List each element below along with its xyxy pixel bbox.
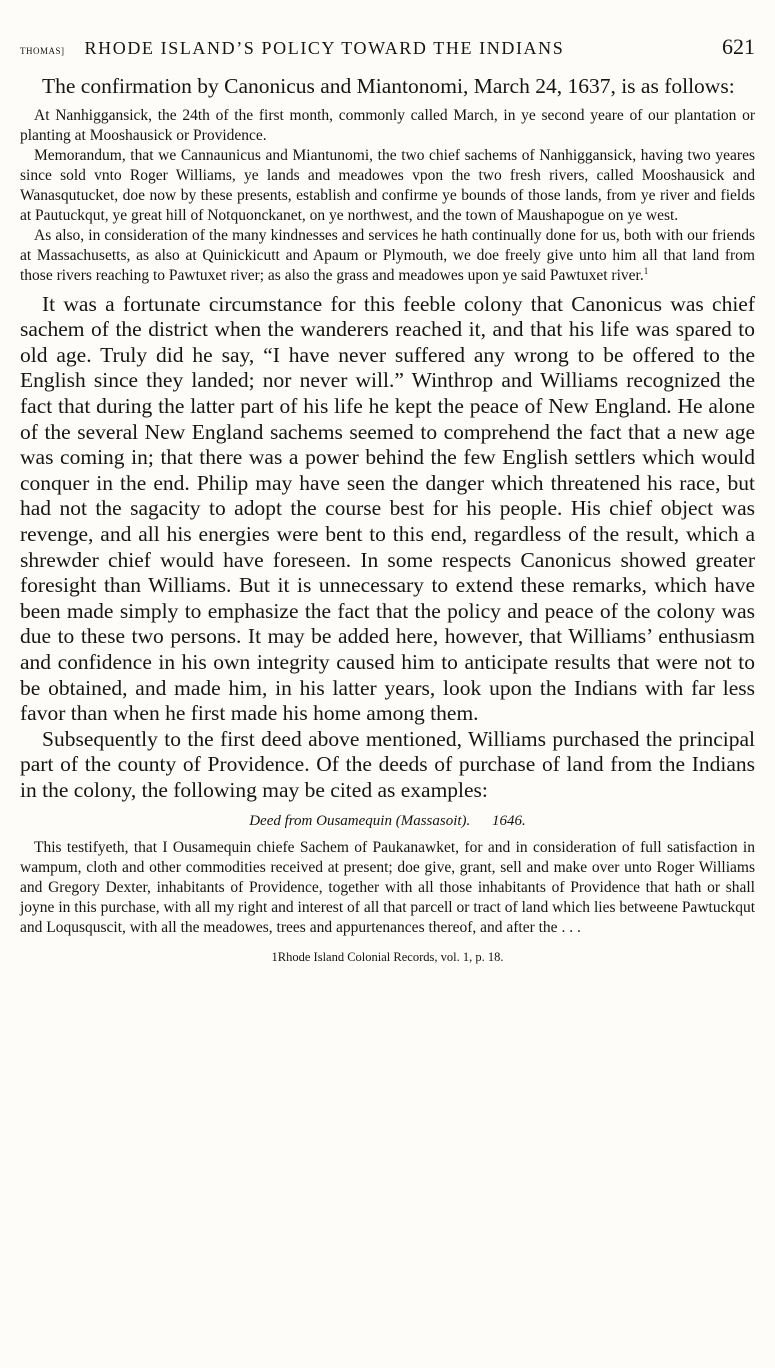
- deed-text: This testifyeth, that I Ousamequin chiefe Sachem of Paukanawket, for and in consideration of full satisfaction in wampum, cloth and other commodities received at present; doe give, grant, sell and make over unto Roger Williams and Gregory Dexter, inhabitants of Providence, together with all those inhabitants of Providence that hath or shall joyne in this purchase, with all my right and interest of all that parcell or tract of land which lies betweene Pawtuckqut and Loqusquscit, with all the meadowes, trees and appurtenances thereof, and after the . . .: [20, 839, 755, 937]
- footnote: 1Rhode Island Colonial Records, vol. 1, p. 18.: [271, 950, 504, 965]
- deed-caption: [20, 813, 755, 830]
- deed-caption-year: 1646.: [492, 813, 526, 830]
- confirmation-paragraph: At Nanhiggansick, the 24th of the first month, commonly called March, in ye second yeare of our plantation or planting at Mooshausick or Providence.: [20, 106, 755, 144]
- running-head: [20, 34, 755, 74]
- running-head-author: THOMAS]: [20, 46, 65, 56]
- running-head-title: RHODE ISLAND’S POLICY TOWARD THE INDIANS: [84, 38, 565, 58]
- deed-caption-title: Deed from Ousamequin (Massasoit).: [249, 813, 471, 830]
- body-paragraph: It was a fortunate circumstance for this feeble colony that Canonicus was chief sachem of the district when the wanderers reached it, and that his life was spared to old age. Truly did he say, “I have never suffered any wrong to be offered to the English since they landed; nor never will.” Winthrop and Williams recognized the fact that during the latter part of his life he kept the peace of New England. He alone of the several New England sachems seemed to comprehend the fact that a new age was coming in; that there was a power behind the few English settlers which would conquer in the end. Philip may have seen the danger which threatened his race, but had not the sagacity to adopt the course best for his people. His chief object was revenge, and all his energies were bent to this end, regardless of the result, which a shrewder chief would have foreseen. In some respects Canonicus showed greater foresight than Williams. But it is unnecessary to extend these remarks, which have been made simply to emphasize the fact that the policy and peace of the colony was due to these two persons. It may be added here, however, that Williams’ enthusiasm and confidence in his own integrity caused him to anticipate results that were not to be obtained, and made him, in his latter years, look upon the Indians with far less favor than when he first made his home among them.: [20, 291, 755, 726]
- confirmation-paragraph: Memorandum, that we Cannaunicus and Miantunomi, the two chief sachems of Nanhiggansick, having two yeares since sold vnto Roger Williams, ye lands and meadowes vpon the two fresh rivers, called Mooshausick and Wanasqutucket, doe now by these presents, establish and confirme ye bounds of those lands, from ye river and fields at Pautuckqut, ye great hill of Notquonckanet, on ye northwest, and the town of Maushapogue on ye west.: [20, 146, 755, 224]
- intro-paragraph: The confirmation by Canonicus and Miantonomi, March 24, 1637, is as follows:: [42, 74, 735, 98]
- confirmation-paragraph: [20, 226, 755, 286]
- confirmation-quote: [20, 106, 755, 286]
- footnote-ref: 1: [643, 265, 649, 276]
- body-paragraph: Subsequently to the first deed above mentioned, Williams purchased the principal part of the county of Providence. Of the deeds of purchase of land from the Indians in the colony, the following may be cited as examples:: [20, 726, 755, 802]
- page: [20, 34, 755, 965]
- page-number: 621: [722, 34, 755, 59]
- confirmation-paragraph-text: As also, in consideration of the many kindnesses and services he hath continually done for us, both with our friends at Massachusetts, as also at Quinickicutt and Apaum or Plymouth, we doe freely give unto him all that land from those rivers reaching to Pawtuxet river; as also the grass and meadowes upon ye said Pawtuxet river.: [20, 226, 755, 284]
